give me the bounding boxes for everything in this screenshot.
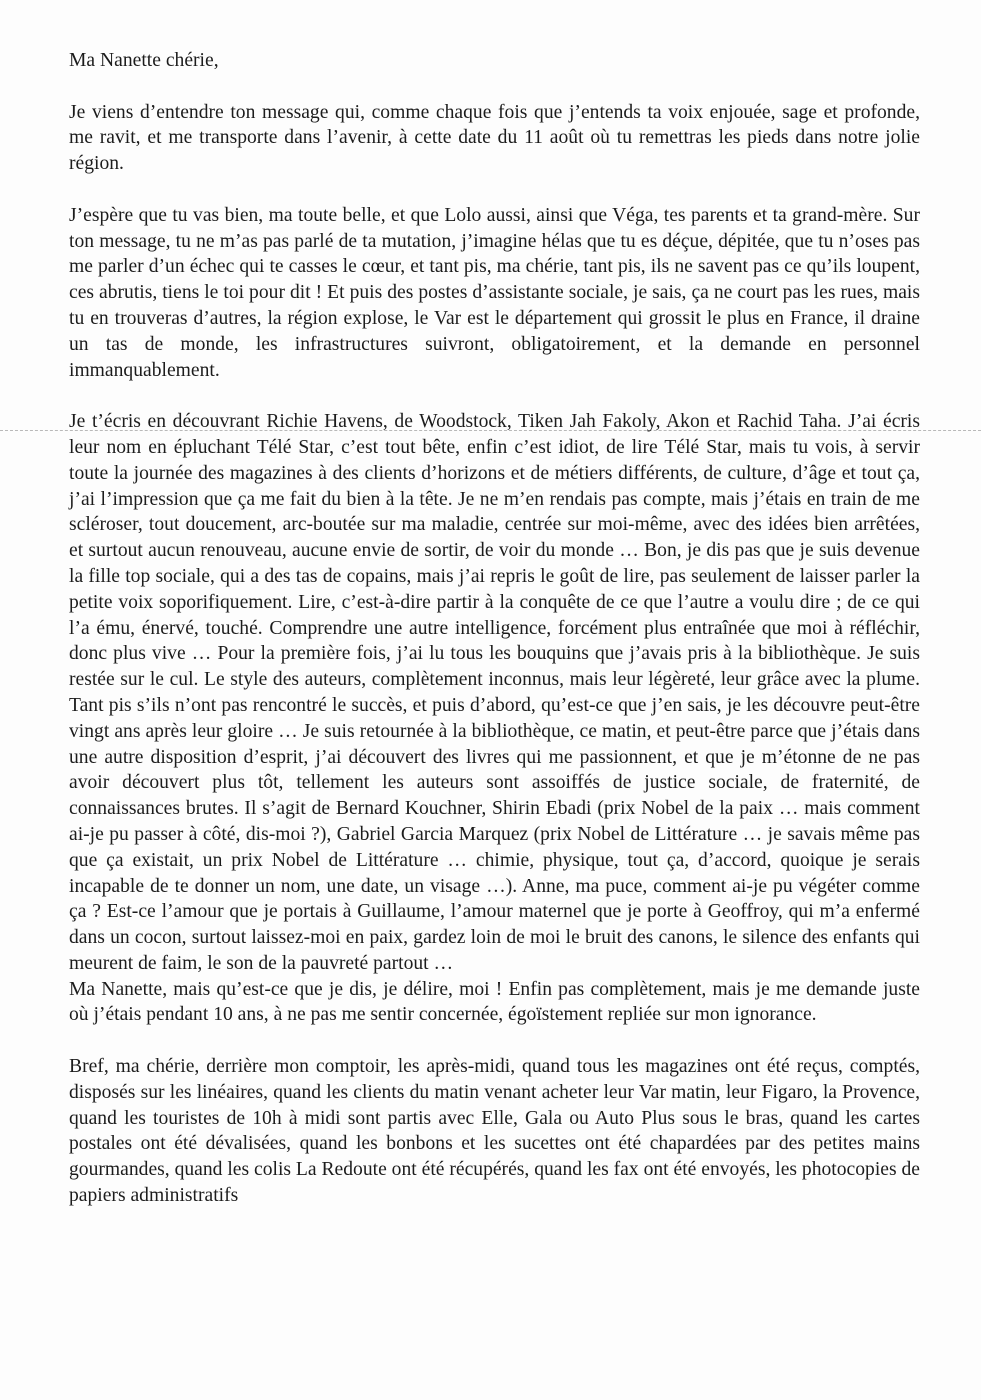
paragraph-reflection: Ma Nanette, mais qu’est-ce que je dis, je délire, moi ! Enfin pas complètement, mais je me demande juste où j’étais pendant 10 ans, à ne pas me sentir concernée, égoïstement repliée sur mon ignorance. xyxy=(69,978,920,1026)
paragraph-message: Je viens d’entendre ton message qui, comme chaque fois que j’entends ta voix enjouée, sage et profonde, me ravit, et me transporte dans l’avenir, à cette date du 11 août où tu remettras les pieds dans notre jolie région. xyxy=(69,101,920,175)
paragraph-reading: Je t’écris en découvrant Richie Havens, de Woodstock, Tiken Jah Fakoly, Akon et Rachid Taha. J’ai écris leur nom en épluchant Télé Star, c’est tout bête, enfin c’est idiot, de lire Télé Star, mais tu vois, à servir toute la journée des magazines à des clients d’horizons et de métiers différents, de culture, d’âge et tout ça, j’ai l’impression que ça me fait du bien à la tête. Je ne m’en rendais pas compte, mais j’étais en train de me scléroser, tout doucement, arc-boutée sur ma maladie, centrée sur moi-même, avec des idées bien arrêtées, et surtout aucun renouveau, aucune envie de sortir, de voir du monde … Bon, je dis pas que je suis devenue la fille top sociale, qui a des tas de copains, mais j’ai repris le goût de lire, pas seulement de laisser parler la petite voix soporifiquement. Lire, c’est-à-dire partir à la conquête de ce que l’autre a voulu dire ; de ce qui l’a ému, énervé, touché. Comprendre une autre intelligence, forcément plus entraînée que moi à réfléchir, donc plus vive … Pour la première fois, j’ai lu tous les bouquins que j’avais pris à la bibliothèque. Je suis restée sur le cul. Le style des auteurs, complètement inconnus, mais leur légèreté, leur grâce avec la plume. Tant pis s’ils n’ont pas rencontré le succès, et puis d’abord, qu’est-ce que j’en sais, je les découvre peut-être vingt ans après leur gloire … Je suis retournée à la bibliothèque, ce matin, et peut-être parce que j’étais dans une autre disposition d’esprit, j’ai découvert des livres qui me passionnent, et que je m’étonne de ne pas avoir découvert plus tôt, tellement les auteurs sont assoiffés de justice sociale, de fraternité, de connaissances brutes. Il s’agit de Bernard Kouchner, Shirin Ebadi (prix Nobel de la paix … mais comment ai-je pu passer à côté, dis-moi ?), Gabriel Garcia Marquez (prix Nobel de Littérature … je savais même pas que ça existait, un prix Nobel de Littérature … chimie, physique, tout ça, d’accord, quoique je serais incapable de te donner un nom, une date, un visage …). Anne, ma puce, comment ai-je pu végéter comme ça ? Est-ce l’amour que je portais à Guillaume, l’amour maternel que je porte à Geoffroy, qui m’a enfermé dans un cocon, surtout laissez-moi en paix, gardez loin de moi le bruit des canons, le silence des enfants qui meurent de faim, le son de la pauvreté partout … xyxy=(69,411,920,974)
paragraph-counter: Bref, ma chérie, derrière mon comptoir, les après-midi, quand tous les magazines ont été reçus, comptés, disposés sur les linéaires, quand les clients du matin venant acheter leur Var matin, leur Figaro, la Provence, quand les touristes de 10h à midi sont partis avec Elle, Gala ou Auto Plus sous le bras, quand les cartes postales ont été dévalisées, quand les bonbons et les sucettes ont été chapardées par des petites mains gourmandes, quand les colis La Redoute ont été récupérés, quand les fax ont été envoyés, les photocopies de papiers administratifs xyxy=(69,1056,920,1207)
letter-greeting: Ma Nanette chérie, xyxy=(69,50,219,71)
letter-body xyxy=(69,48,920,1235)
paragraph-mutation: J’espère que tu vas bien, ma toute belle, et que Lolo aussi, ainsi que Véga, tes parents et ta grand-mère. Sur ton message, tu ne m’as pas parlé de ta mutation, j’imagine hélas que tu es déçue, dépitée, que tu n’oses pas me parler d’un échec qui te casses le cœur, et tant pis, ma chérie, tant pis, ils ne savent pas ce qu’ils loupent, ces abrutis, tiens le toi pour dit ! Et puis des postes d’assistante sociale, je sais, ça ne court pas les rues, mais tu en trouveras d’autres, la région explose, le Var est le département qui grossit le plus en France, il draine un tas de monde, les infrastructures suivront, obligatoirement, et la demande en personnel immanquablement. xyxy=(69,204,920,381)
